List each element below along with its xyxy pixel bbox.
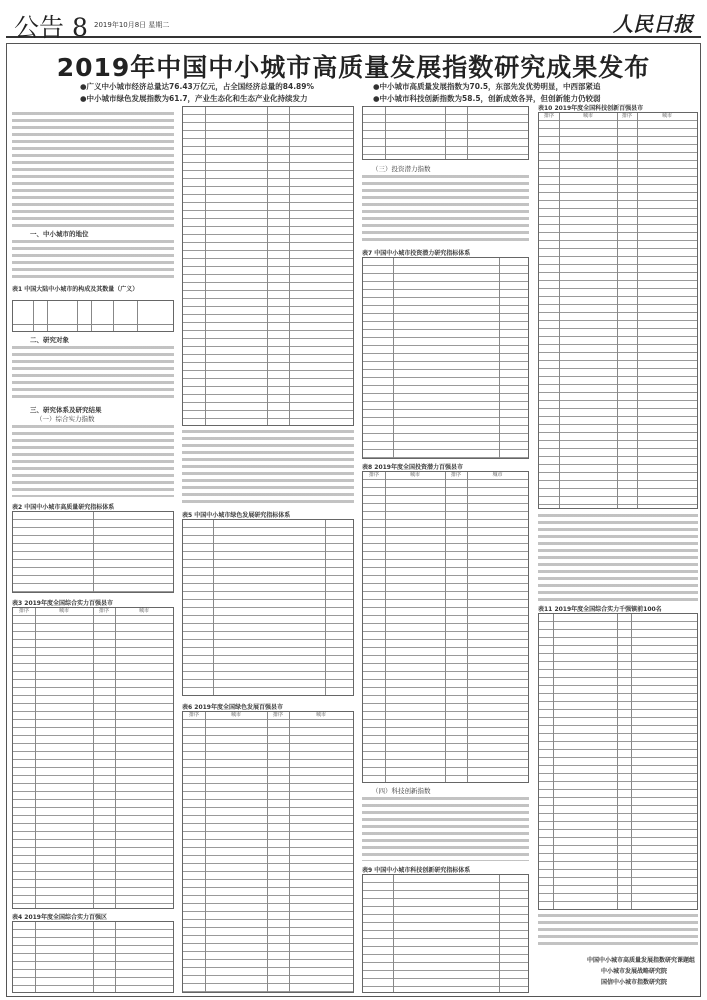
author-credit: 中小城市发展战略研究院 xyxy=(600,968,667,975)
table-title: 表10 2019年度全国科技创新百强县市 xyxy=(538,105,644,112)
table-4 xyxy=(12,921,174,993)
author-credit: 国信中小城市指数研究院 xyxy=(600,979,667,986)
column-header: 排序 xyxy=(14,608,34,615)
table-6-continued xyxy=(362,106,529,160)
issue-date: 2019年10月8日 星期二 xyxy=(94,21,170,29)
subsection-heading: （一）综合实力指数 xyxy=(36,415,95,423)
column-header: 排序 xyxy=(184,712,204,719)
column-header: 城市 xyxy=(560,113,616,120)
section-heading: 一、中小城市的地位 xyxy=(30,230,89,238)
subhead: ●广义中小城市经济总量达76.43万亿元，占全国经济总量的84.89% xyxy=(80,82,315,91)
column-header: 排序 xyxy=(540,113,558,120)
body-text xyxy=(362,795,529,861)
table-title: 表3 2019年度全国综合实力百强县市 xyxy=(12,600,113,607)
subsection-heading: （四）科技创新指数 xyxy=(372,787,431,795)
table-3-continued xyxy=(182,106,354,426)
body-text xyxy=(362,173,529,245)
table-2 xyxy=(12,511,174,593)
subhead: ●中小城市高质量发展指数为70.5，东部先发优势明显，中西部紧追 xyxy=(373,82,601,91)
body-text xyxy=(12,344,174,402)
section-heading: 二、研究对象 xyxy=(30,336,69,344)
column-header: 城市 xyxy=(116,608,172,615)
table-title: 表5 中国中小城市绿色发展研究指标体系 xyxy=(182,512,291,519)
table-5 xyxy=(182,519,354,696)
table-title: 表4 2019年度全国综合实力百强区 xyxy=(12,914,107,921)
table-8 xyxy=(362,471,529,783)
column-header: 排序 xyxy=(94,608,114,615)
table-title: 表6 2019年度全国绿色发展百强县市 xyxy=(182,704,283,711)
body-text xyxy=(12,110,174,228)
column-header: 城市 xyxy=(468,472,527,479)
author-credit: 中国中小城市高质量发展指数研究课题组 xyxy=(586,957,695,964)
headline: 2019年中国中小城市高质量发展指数研究成果发布 xyxy=(56,53,651,82)
table-11 xyxy=(538,613,698,910)
body-text xyxy=(538,912,698,948)
table-10 xyxy=(538,112,698,509)
section-label: 公告 8 xyxy=(14,13,88,42)
body-text xyxy=(538,512,698,602)
subsection-heading: （三）投资潜力指数 xyxy=(372,165,431,173)
table-1 xyxy=(12,300,174,332)
column-header: 城市 xyxy=(386,472,444,479)
table-title: 表11 2019年度全国综合实力千强镇前100名 xyxy=(538,606,662,613)
subhead: ●中小城市科技创新指数为58.5，创新成效各异，但创新能力仍较弱 xyxy=(373,94,601,103)
newspaper-logo: 人民日报 xyxy=(613,12,693,36)
column-header: 城市 xyxy=(206,712,266,719)
column-header: 排序 xyxy=(618,113,636,120)
table-9 xyxy=(362,874,529,993)
masthead xyxy=(6,6,701,42)
column-header: 城市 xyxy=(290,712,352,719)
body-text xyxy=(182,428,354,506)
section-heading: 三、研究体系及研究结果 xyxy=(30,406,102,414)
table-title: 表9 中国中小城市科技创新研究指标体系 xyxy=(362,867,471,874)
table-title: 表1 中国大陆中小城市的构成及其数量（广义） xyxy=(12,286,139,293)
column-header: 排序 xyxy=(268,712,288,719)
table-title: 表8 2019年度全国投资潜力百强县市 xyxy=(362,464,463,471)
column-header: 城市 xyxy=(638,113,696,120)
body-text xyxy=(12,423,174,497)
table-title: 表2 中国中小城市高质量研究指标体系 xyxy=(12,504,115,511)
subhead: ●中小城市绿色发展指数为61.7，产业生态化和生态产业化持续发力 xyxy=(80,94,308,103)
table-3 xyxy=(12,607,174,909)
column-header: 排序 xyxy=(364,472,384,479)
body-text xyxy=(12,238,174,282)
table-title: 表7 中国中小城市投资潜力研究指标体系 xyxy=(362,250,471,257)
table-7 xyxy=(362,257,529,459)
column-header: 城市 xyxy=(36,608,92,615)
column-header: 排序 xyxy=(446,472,466,479)
table-6 xyxy=(182,711,354,993)
